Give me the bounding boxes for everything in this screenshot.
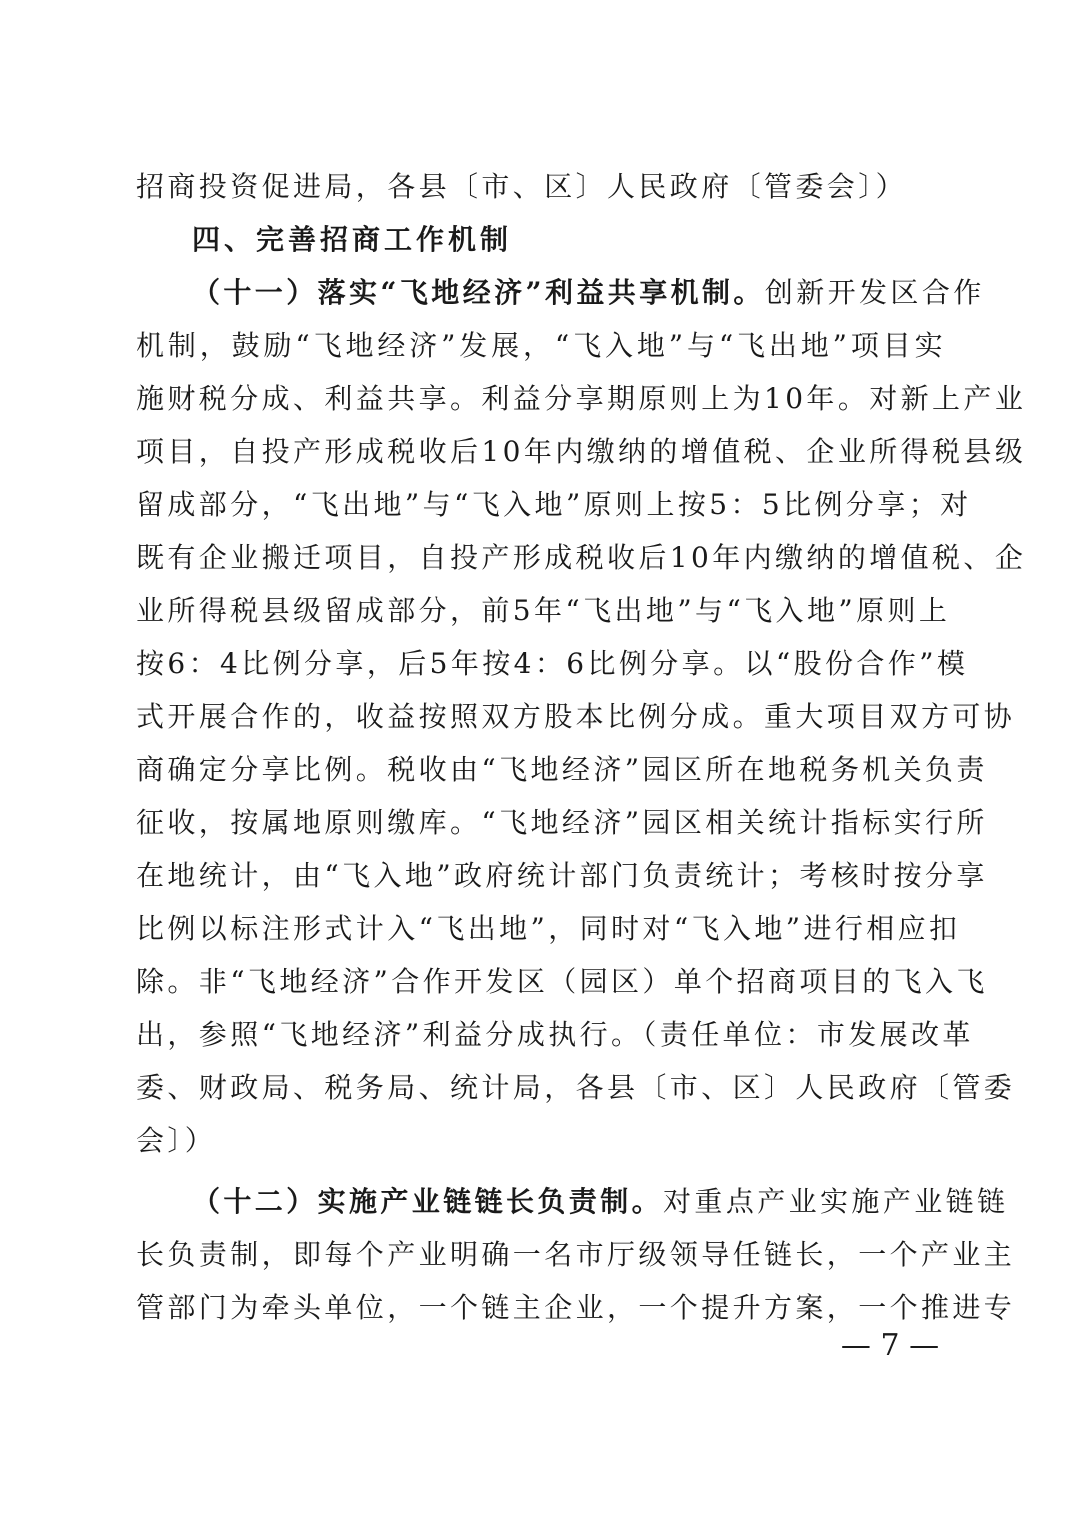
text-line: 式开展合作的，收益按照双方股本比例分成。重大项目双方可协 — [136, 700, 1016, 733]
text-line: 招商投资促进局，各县〔市、区〕人民政府〔管委会〕） — [136, 170, 908, 203]
text-line: 在地统计，由“飞入地”政府统计部门负责统计；考核时按分享 — [136, 859, 988, 892]
text-line: 按6：4比例分享，后5年按4：6比例分享。以“股份合作”模 — [136, 647, 969, 680]
paragraph-title: （十二）实施产业链链长负责制。 — [192, 1185, 664, 1218]
page-number: — 7 — — [840, 1328, 940, 1363]
text-line: 委、财政局、税务局、统计局，各县〔市、区〕人民政府〔管委 — [136, 1071, 1016, 1104]
text-line: 长负责制，即每个产业明确一名市厅级领导任链长，一个产业主 — [136, 1238, 1016, 1271]
paragraph-first-line — [136, 1175, 1009, 1228]
paragraph-title: （十一）落实“飞地经济”利益共享机制。 — [192, 276, 765, 309]
document-page — [136, 160, 1027, 1334]
text-line: 比例以标注形式计入“飞出地”，同时对“飞入地”进行相应扣 — [136, 912, 961, 945]
paragraph-first-line — [136, 266, 985, 319]
text-line: 既有企业搬迁项目，自投产形成税收后10年内缴纳的增值税、企 — [136, 541, 1027, 574]
text-line: 施财税分成、利益共享。利益分享期原则上为10年。对新上产业 — [136, 382, 1027, 415]
text-line: 管部门为牵头单位，一个链主企业，一个提升方案，一个推进专 — [136, 1291, 1016, 1324]
text-span: 对重点产业实施产业链链 — [663, 1185, 1009, 1218]
text-line: 除。非“飞地经济”合作开发区（园区）单个招商项目的飞入飞 — [136, 965, 988, 998]
text-line: 业所得税县级留成部分，前5年“飞出地”与“飞入地”原则上 — [136, 594, 951, 627]
text-line: 出，参照“飞地经济”利益分成执行。（责任单位：市发展改革 — [136, 1018, 974, 1051]
text-line: 留成部分，“飞出地”与“飞入地”原则上按5：5比例分享；对 — [136, 488, 972, 521]
text-line: 商确定分享比例。税收由“飞地经济”园区所在地税务机关负责 — [136, 753, 988, 786]
paragraph-gap — [136, 1167, 946, 1175]
text-line: 项目，自投产形成税收后10年内缴纳的增值税、企业所得税县级 — [136, 435, 1027, 468]
text-line: 会〕） — [136, 1124, 217, 1157]
text-span: 创新开发区合作 — [764, 276, 985, 309]
text-line: 征收，按属地原则缴库。“飞地经济”园区相关统计指标实行所 — [136, 806, 988, 839]
text-line: 机制，鼓励“飞地经济”发展，“飞入地”与“飞出地”项目实 — [136, 329, 946, 362]
section-heading: 四、完善招商工作机制 — [192, 223, 513, 256]
